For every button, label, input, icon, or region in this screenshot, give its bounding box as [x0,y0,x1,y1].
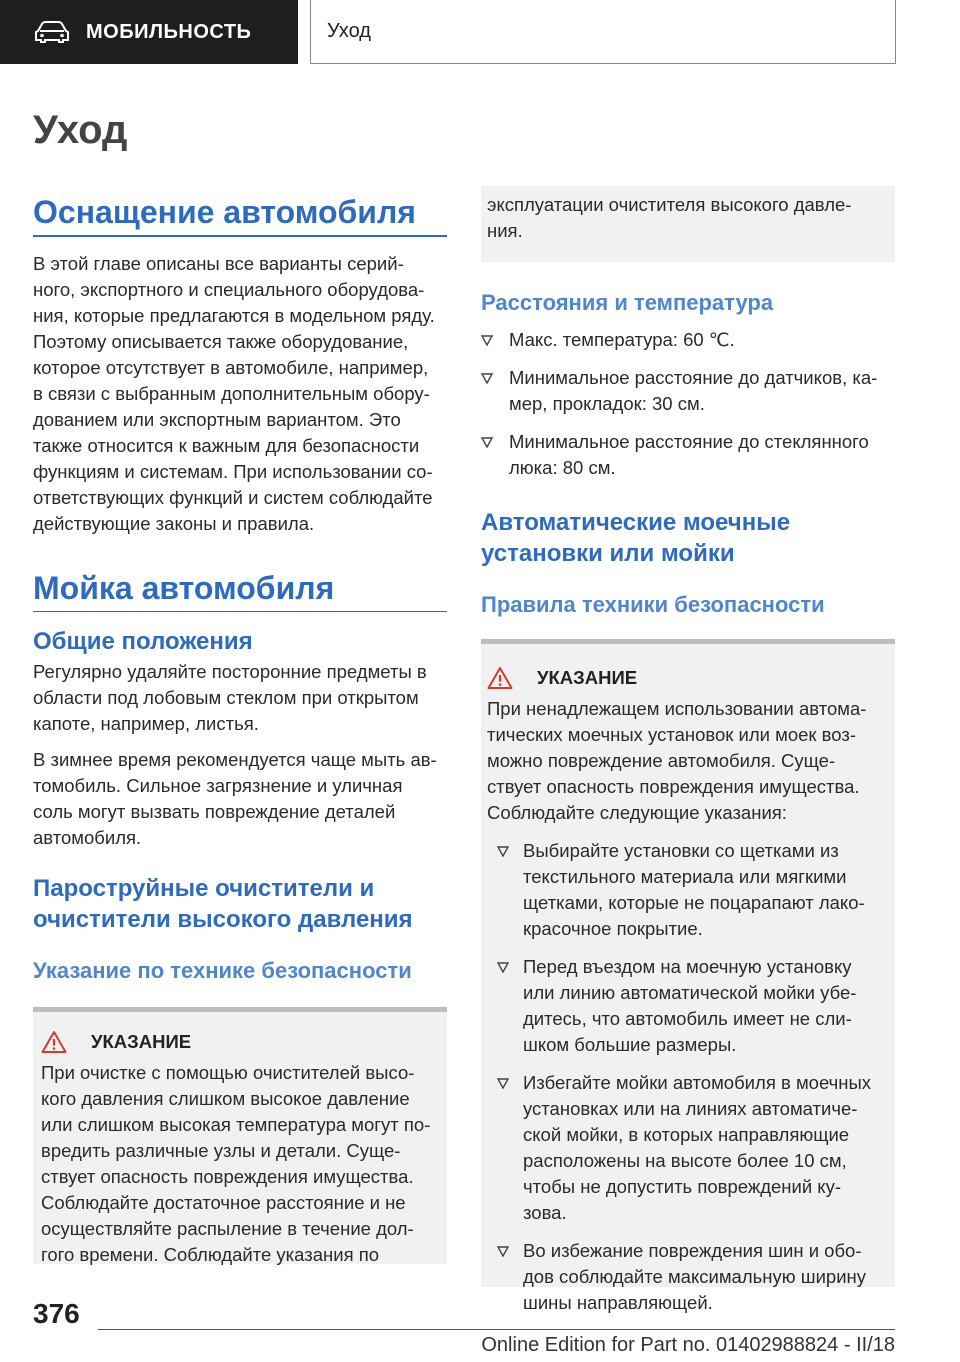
triangle-bullet-icon [481,335,493,346]
page-number: 376 [33,1298,80,1329]
list-item: Перед въездом на моечную установку или линию автоматической мойки убе- дитесь, что автомобиль имеет не сли- шком большие размеры. [487,954,895,1058]
heading-rule [33,611,447,613]
list-item: Избегайте мойки автомобиля в моечных установках или на линиях автоматиче- ской мойки, в которых направляющие расположены на высоте более 10 см, чтобы не допустить повреждений ку- зова. [487,1070,895,1226]
triangle-bullet-icon [497,1078,509,1089]
heading-safety-note: Указание по технике безопасности [33,958,412,983]
list-item: Во избежание повреждения шин и обо- дов соблюдайте максимальную ширину шины направляющей. [487,1238,895,1316]
triangle-bullet-icon [481,437,493,448]
heading-general: Общие положения [33,628,253,655]
footer-edition: Online Edition for Part no. 01402988824 - II/18 [481,1334,895,1356]
triangle-bullet-icon [497,846,509,857]
continued-text: эксплуатации очистителя высокого давле- ния. [487,194,852,241]
warning-header [41,1030,447,1054]
warning-list [487,838,895,1316]
list-item: Макс. температура: 60 ℃. [481,327,895,353]
footer-rule [98,1329,895,1330]
warning-header [487,666,895,690]
warning-label: УКАЗАНИЕ [91,1031,192,1052]
heading-distances: Расстояния и температура [481,290,774,315]
breadcrumb-label: Уход [327,20,371,42]
section-label: МОБИЛЬНОСТЬ [86,20,252,43]
general-paragraph-1: Регулярно удаляйте посторонние предметы в области под лобовым стеклом при открытом капоте, например, листья. [33,661,427,734]
general-paragraph-2: В зимнее время рекомендуется чаще мыть ав- томобиль. Сильное загрязнение и уличная соль могут вызвать повреждение деталей автомобиля. [33,749,437,848]
warning-text: При очистке с помощью очистителей высо- кого давления слишком высокое давление или слишком высокая температура могут по- вредить различные узлы и детали. Суще- ствует опасность повреждения имущества. Соблюдайте достаточное расстояние и не осуществляйте распыление в течение дол- гого времени. Соблюдайте указания по [41,1062,431,1265]
section-tab[interactable] [0,0,298,64]
heading-equipment: Оснащение автомобиля [33,194,416,230]
warning-label: УКАЗАНИЕ [537,667,638,688]
heading-pressure-cleaners: Пароструйные очистители и очистители высокого давления [33,875,413,933]
triangle-bullet-icon [497,1246,509,1257]
list-item: Выбирайте установки со щетками из текстильного материала или мягкими щетками, которые не поцарапают лако- красочное покрытие. [487,838,895,942]
car-icon [34,21,70,43]
heading-rule [33,235,447,237]
warning-icon [487,666,513,690]
breadcrumb[interactable] [310,0,896,64]
right-column [481,186,895,1313]
heading-car-wash: Автоматические моечные установки или мойки [481,509,791,567]
left-column [33,193,447,1264]
equipment-paragraph: В этой главе описаны все варианты серий- ного, экспортного и специального оборудова- ния, которые предлагаются в модельном ряду. Поэтому описывается также оборудование, которое отсутствует в автомобиле, например, в связи с выбранным дополнительным обору- дованием или экспортным вариантом. Это также относится к важным для безопасности функциям и системам. При использовании со- ответствующих функций и систем соблюдайте действующие законы и правила. [33,252,435,534]
warning-box [481,639,895,1313]
list-item: Минимальное расстояние до стеклянного люка: 80 см. [481,429,895,481]
heading-wash: Мойка автомобиля [33,569,335,606]
heading-safety-rules: Правила техники безопасности [481,592,825,617]
page-title: Уход [33,108,128,152]
warning-icon [41,1030,67,1054]
continued-box [481,186,895,262]
triangle-bullet-icon [497,962,509,973]
list-item: Минимальное расстояние до датчиков, ка- мер, прокладок: 30 см. [481,365,895,417]
triangle-bullet-icon [481,373,493,384]
warning-text: При ненадлежащем использовании автома- тических моечных установок или моек воз- можно повреждение автомобиля. Суще- ствует опасность повреждения имущества. Соблюдайте следующие указания: [487,698,867,823]
warning-box [33,1007,447,1264]
distance-list [481,327,895,481]
